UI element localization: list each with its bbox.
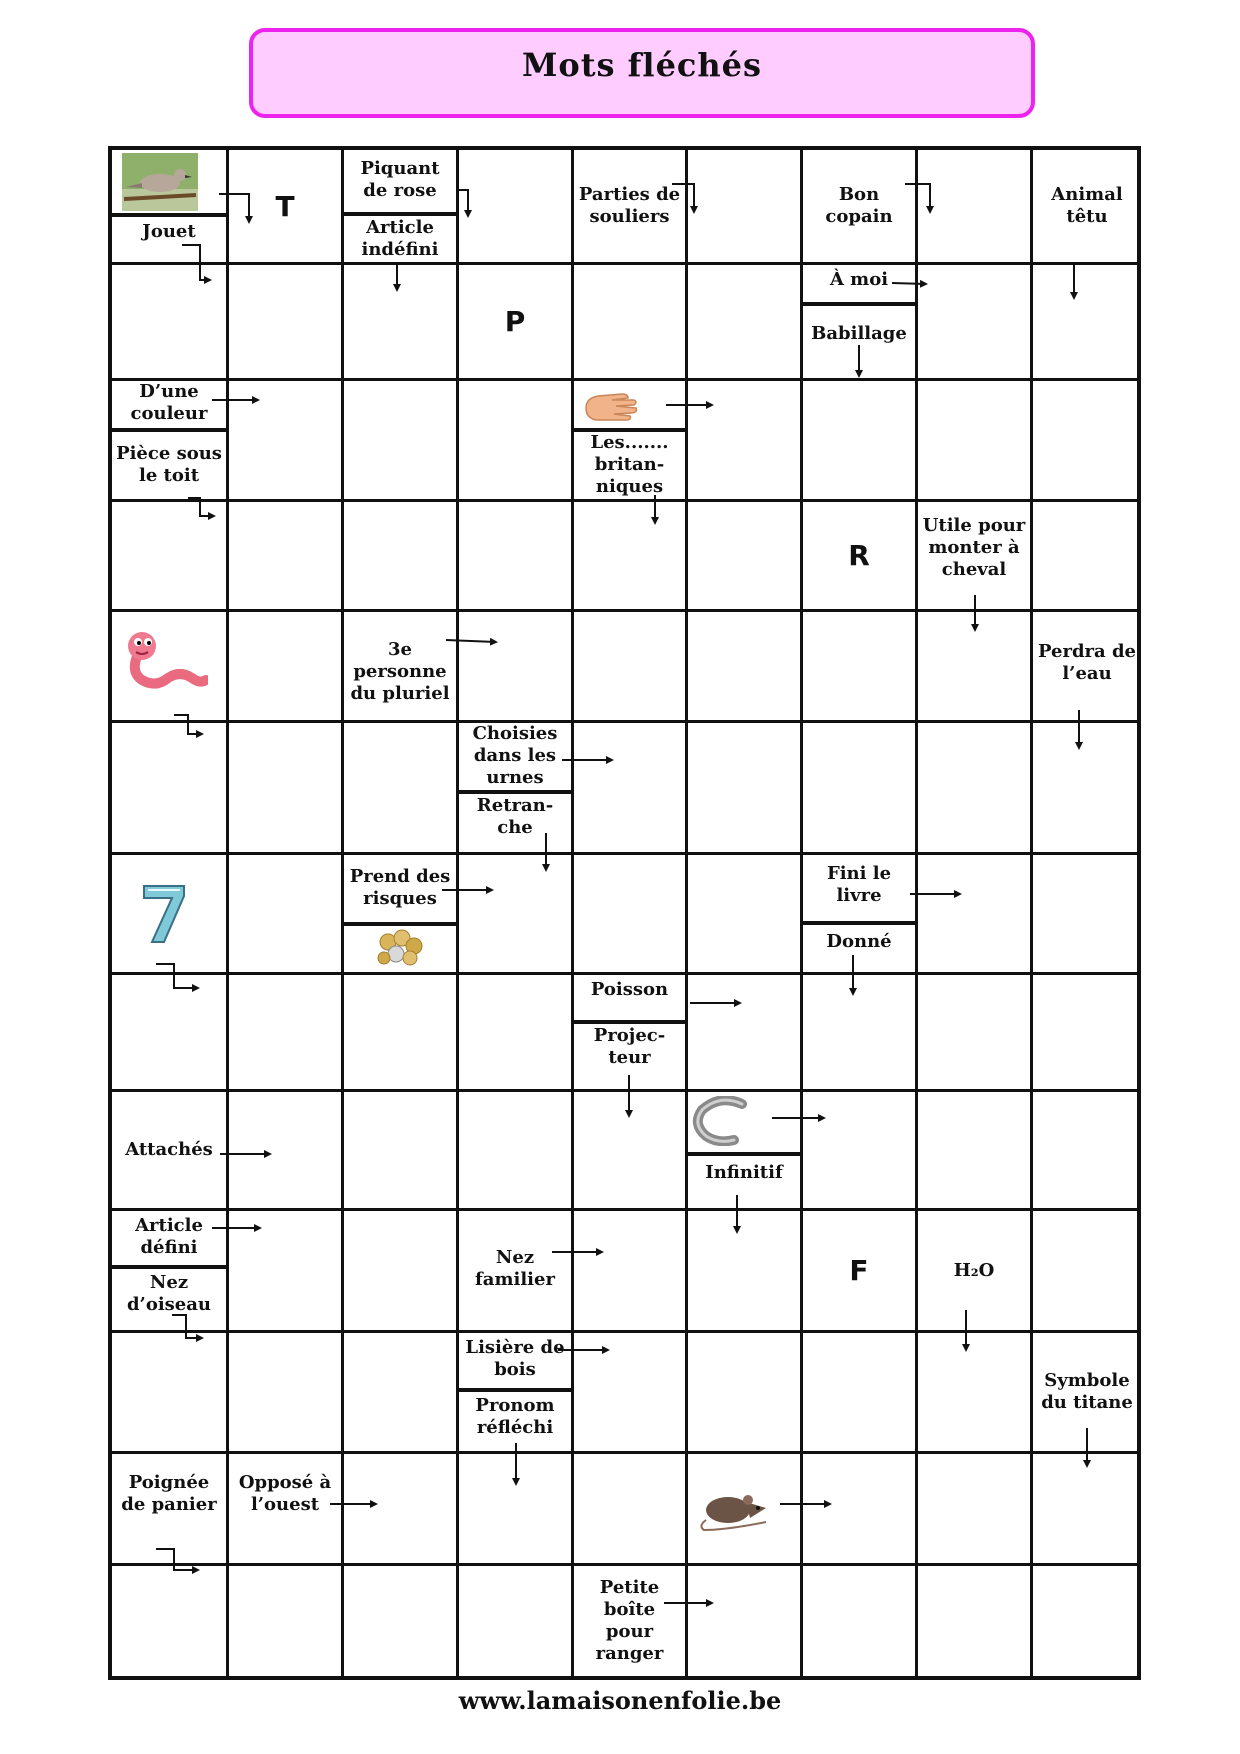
clue-d-une-couleur: D’une couleur [130,381,208,424]
given-letter-f: F [849,1254,869,1287]
clue-animal-tetu: Animal têtu [1051,184,1123,227]
clue-retranche: Retran-che [476,795,554,838]
clue-3e-personne-du-pluriel: 3e personne du pluriel [350,638,450,704]
clue-perdra-de-l-eau: Perdra de l’eau [1037,641,1137,684]
arrow-right [446,640,496,642]
clue-choisies-dans-les-urnes: Choisies dans les urnes [472,723,558,788]
arrow-right-down [219,194,249,222]
clue-parties-de-souliers: Parties de souliers [578,184,681,227]
clue-poisson: Poisson [590,979,669,1000]
arrow-down-right [174,715,202,734]
clue-lisiere-de-bois: Lisière de bois [465,1337,565,1380]
clue-a-moi: À moi [829,269,889,290]
clue-article-defini: Article défini [135,1215,203,1258]
clue-piquant-de-rose: Piquant de rose [360,158,440,201]
clue-babillage: Babillage [811,323,907,344]
arrow-right-down [672,184,694,212]
page-title: Mots fléchés [521,46,763,84]
clue-prend-des-risques: Prend des risques [349,866,451,909]
clue-pronom-reflechi: Pronom réfléchi [475,1395,555,1438]
given-letter-p: P [504,305,526,338]
clue-nez-familier: Nez familier [475,1247,555,1290]
clue-petite-boite-pour-ranger: Petite boîte pour ranger [595,1577,664,1664]
clue-arrows [112,150,1141,1680]
arrow-down-right [182,245,210,280]
clue-oppose-a-l-ouest: Opposé à l’ouest [238,1472,332,1515]
arrow-right-down [456,190,468,216]
given-letter-r: R [848,539,870,572]
clue-infinitif: Infinitif [705,1162,783,1183]
clue-nez-d-oiseau: Nez d’oiseau [126,1272,212,1315]
clue-donne: Donné [826,931,892,952]
clue-poignee-de-panier: Poignée de panier [121,1472,217,1515]
title-banner [249,28,1035,118]
crossword-grid [108,146,1141,1680]
arrow-down-right [188,498,214,516]
clue-symbole-du-titane: Symbole du titane [1041,1370,1133,1413]
clue-jouet: Jouet [142,221,196,242]
arrow-right-down [905,184,930,212]
clue-piece-sous-le-toit: Pièce sous le toit [116,443,222,486]
given-letter-t: T [275,189,295,223]
arrow-down-right [156,1549,198,1570]
footer-website: www.lamaisonenfolie.be [458,1686,782,1715]
clue-utile-pour-monter-a-cheval: Utile pour monter à cheval [922,515,1026,580]
clue-h2o: H₂O [953,1259,995,1281]
clue-projecteur: Projec-teur [593,1025,666,1068]
clue-article-indefini: Article indéfini [361,217,439,260]
clue-les-britanniques: Les....... britan-niques [590,432,669,497]
arrow-right [892,283,926,284]
clue-fini-le-livre: Fini le livre [826,863,892,906]
arrow-down-right [156,964,198,988]
arrow-down-right [172,1315,202,1338]
clue-attaches: Attachés [125,1139,213,1160]
clue-bon-copain: Bon copain [825,184,893,227]
